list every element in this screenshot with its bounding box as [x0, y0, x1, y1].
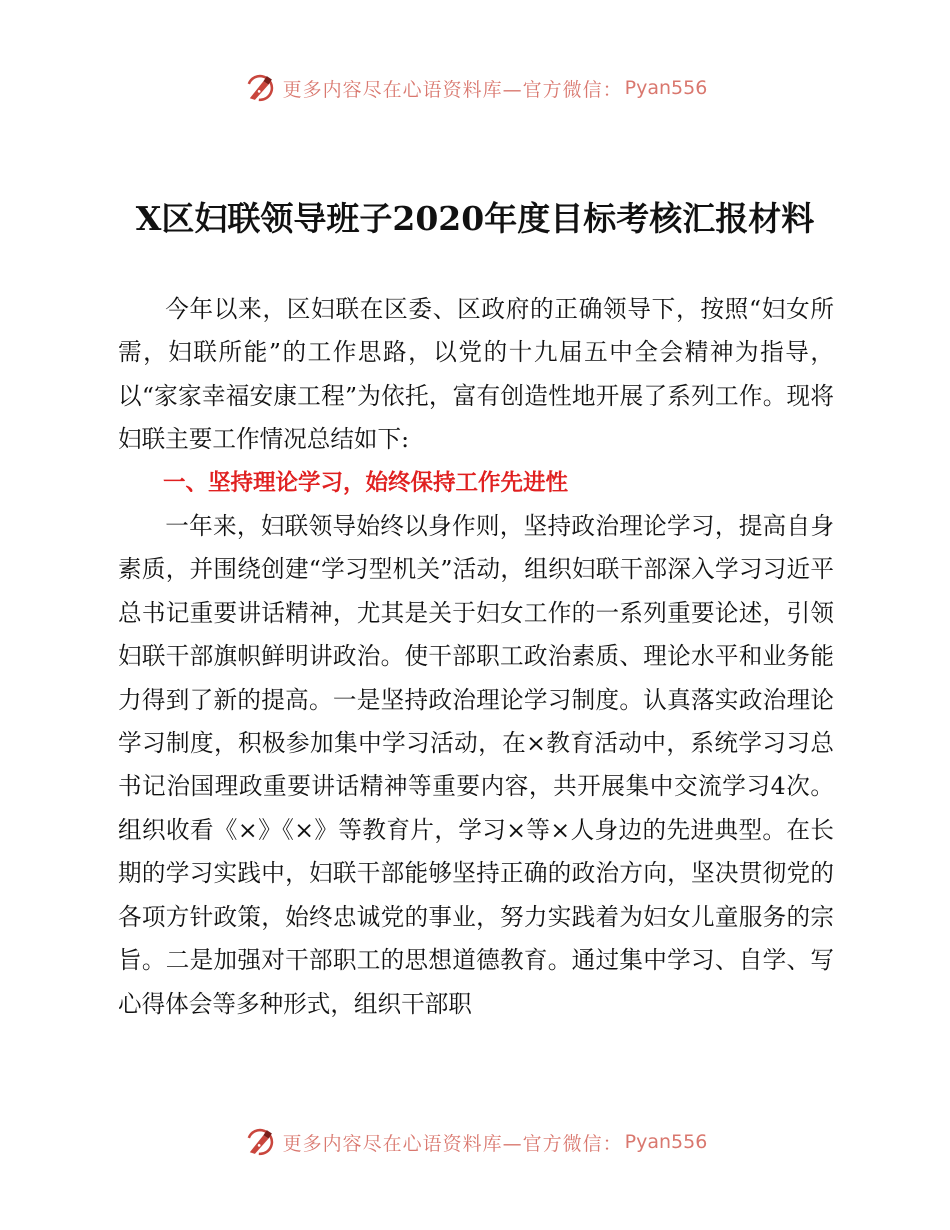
- document-title: X区妇联领导班子2020年度目标考核汇报材料: [135, 199, 815, 238]
- watermark-text: 更多内容尽在心语资料库—官方微信：: [282, 1132, 623, 1155]
- section-1-paragraph: 一年来，妇联领导始终以身作则，坚持政治理论学习，提高自身素质，并围绕创建“学习型机关”活动，组织妇联干部深入学习习近平总书记重要讲话精神，尤其是关于妇女工作的一系列重要论述，引领妇联干部旗帜鲜明讲政治。使干部职工政治素质、理论水平和业务能力得到了新的提高。一是坚持政治理论学习制度。认真落实政治理论学习制度，积极参加集中学习活动，在×教育活动中，系统学习习总书记治国理政重要讲话精神等重要内容，共开展集中交流学习4次。组织收看《×》《×》等教育片，学习×等×人身边的先进典型。在长期的学习实践中，妇联干部能够坚持正确的政治方向，坚决贯彻党的各项方针政策，始终忠诚党的事业，努力实践着为妇女儿童服务的宗旨。二是加强对干部职工的思想道德教育。通过集中学习、自学、写心得体会等多种形式，组织干部职: [118, 512, 834, 1018]
- pen-nib-logo-icon: [243, 1125, 277, 1159]
- intro-paragraph: 今年以来，区妇联在区委、区政府的正确领导下，按照“妇女所需，妇联所能”的工作思路，以党的十九届五中全会精神为指导，以“家家幸福安康工程”为依托，富有创造性地开展了系列工作。现将妇联主要工作情况总结如下:: [118, 295, 834, 454]
- pen-nib-logo-icon: [243, 71, 277, 105]
- watermark-wechat-id: Pyan556: [624, 77, 708, 99]
- footer-watermark: [0, 1122, 950, 1162]
- watermark-wechat-id: Pyan556: [624, 1131, 708, 1153]
- watermark-text: 更多内容尽在心语资料库—官方微信：: [282, 78, 623, 101]
- section-heading-1: 一、坚持理论学习，始终保持工作先进性: [163, 469, 569, 496]
- document-body: [118, 288, 834, 1026]
- header-watermark: [0, 68, 950, 108]
